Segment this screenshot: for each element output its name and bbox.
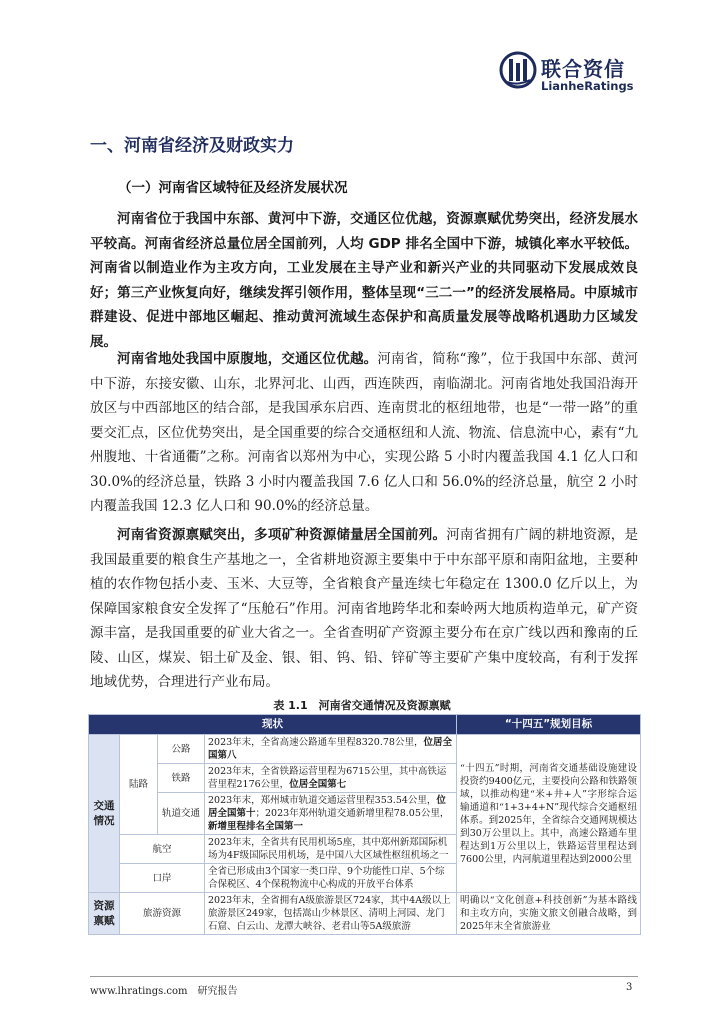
transport-plan: “十四五”时期，河南省交通基础设施建设投资约9400亿元，主要投向公路和铁路领域，以推动构建“米+井+人”字形综合运输通道和“1+3+4+N”现代综合交通枢纽体系。到2025年，全省综合交通网规模达到30万公里以上。其中，高速公路通车里程达到1万公里以上，铁路运营里程达到7600公里，内河航道里程达到2000公里 — [457, 735, 641, 893]
resource-paragraph-lead: 河南省资源禀赋突出，多项矿种资源储量居全国前列。 — [117, 527, 447, 543]
rail-description: 2023年末，全省铁路运营里程为6715公里，其中高铁运营里程2176公里，位居全国第七 — [205, 764, 457, 793]
subcategory-land: 陆路 — [120, 735, 158, 835]
row-label-metro: 轨道交通 — [158, 793, 205, 835]
category-resource: 资源禀赋 — [89, 893, 120, 935]
row-label-port: 口岸 — [120, 864, 205, 893]
tourism-description: 2023年末，全省拥有A级旅游景区724家，其中4A级以上旅游景区249家，包括嵩山少林景区、清明上河园、龙门石窟、白云山、龙潭大峡谷、老君山等5A级旅游 — [205, 893, 457, 935]
metro-description: 2023年末，郑州城市轨道交通运营里程353.54公里，位居全国第十；2023年郑州轨道交通新增里程78.05公里，新增里程排名全国第一 — [205, 793, 457, 835]
header-plan: “十四五”规划目标 — [457, 715, 641, 735]
logo-chinese-name: 联合资信 — [541, 57, 625, 81]
table-row — [89, 735, 641, 764]
row-label-air: 航空 — [120, 835, 205, 864]
footer-website: www.lhratings.com 研究报告 — [90, 986, 238, 997]
location-paragraph-body: 河南省，简称“豫”，位于我国中东部、黄河中下游，东接安徽、山东，北界河北、山西，西连陕西，南临湖北。河南省地处我国沿海开放区与中西部地区的结合部，是我国承东启西、连南贯北的枢纽地带，也是“一带一路”的重要交汇点，区位优势突出，是全国重要的综合交通枢纽和人流、物流、信息流中心，素有“九州腹地、十省通衢”之称。河南省以郑州为中心，实现公路 5 小时内覆盖我国 4.1 亿人口和 30.0%的经济总量，铁路 3 小时内覆盖我国 7.6 亿人口和 56.0%的经济总量，航空 2 小时内覆盖我国 12.3 亿人口和 90.0%的经济总量。 — [90, 351, 638, 514]
location-paragraph-lead: 河南省地处我国中原腹地，交通区位优越。 — [117, 351, 378, 367]
row-label-rail: 铁路 — [158, 764, 205, 793]
port-description: 全省已形成由3个国家一类口岸、9个功能性口岸、5个综合保税区、4个保税物流中心构成的开放平台体系 — [205, 864, 457, 893]
footer-divider — [90, 976, 638, 977]
header-current: 现状 — [89, 715, 457, 735]
company-logo — [499, 50, 634, 96]
lianhe-logo-icon — [499, 50, 537, 90]
category-transport: 交通情况 — [89, 735, 120, 893]
subsection-heading: （一）河南省区域特征及经济发展状况 — [118, 180, 348, 196]
summary-paragraph: 河南省位于我国中东部、黄河中下游，交通区位优越，资源禀赋优势突出，经济发展水平较高。河南省经济总量位居全国前列，人均 GDP 排名全国中下游，城镇化率水平较低。河南省以制造业作为主攻方向，工业发展在主导产业和新兴产业的共同驱动下发展成效良好；第三产业恢复向好，继续发挥引领作用，整体呈现“三二一”的经济发展格局。中原城市群建设、促进中部地区崛起、推动黄河流域生态保护和高质量发展等战略机遇助力区域发展。 — [90, 211, 638, 350]
resource-paragraph-body: 河南省拥有广阔的耕地资源，是我国最重要的粮食生产基地之一，全省耕地资源主要集中于中东部平原和南阳盆地，主要种植的农作物包括小麦、玉米、大豆等，全省粮食产量连续七年稳定在 1300.0 亿斤以上，为保障国家粮食安全发挥了“压舱石”作用。河南省地跨华北和秦岭两大地质构造单元，矿产资源丰富，是我国重要的矿业大省之一。全省查明矿产资源主要分布在京广线以西和豫南的丘陵、山区，煤炭、铝土矿及金、银、钼、钨、铅、锌矿等主要矿产集中度较高，有利于发挥地域优势，合理进行产业布局。 — [90, 527, 639, 690]
row-label-tourism: 旅游资源 — [120, 893, 205, 935]
tourism-plan: 明确以“文化创意+科技创新”为基本路线和主攻方向，实施文旅文创融合战略，到2025年末全省旅游业 — [457, 893, 641, 935]
air-description: 2023年末，全省共有民用机场5座，其中郑州新郑国际机场为4F级国际民用机场，是中国八大区域性枢纽机场之一 — [205, 835, 457, 864]
transport-resource-table — [88, 714, 641, 935]
section-heading: 一、河南省经济及财政实力 — [90, 136, 294, 156]
location-paragraph — [90, 347, 638, 519]
table-caption: 表 1.1 河南省交通情况及资源禀赋 — [273, 699, 451, 712]
resource-paragraph — [90, 523, 638, 695]
road-description: 2023年末，全省高速公路通车里程8320.78公里，位居全国第八 — [205, 735, 457, 764]
logo-english-name: LianheRatings — [541, 79, 634, 93]
table-row — [89, 893, 641, 935]
page-number: 3 — [626, 982, 633, 993]
table-header-row — [89, 715, 641, 735]
row-label-road: 公路 — [158, 735, 205, 764]
